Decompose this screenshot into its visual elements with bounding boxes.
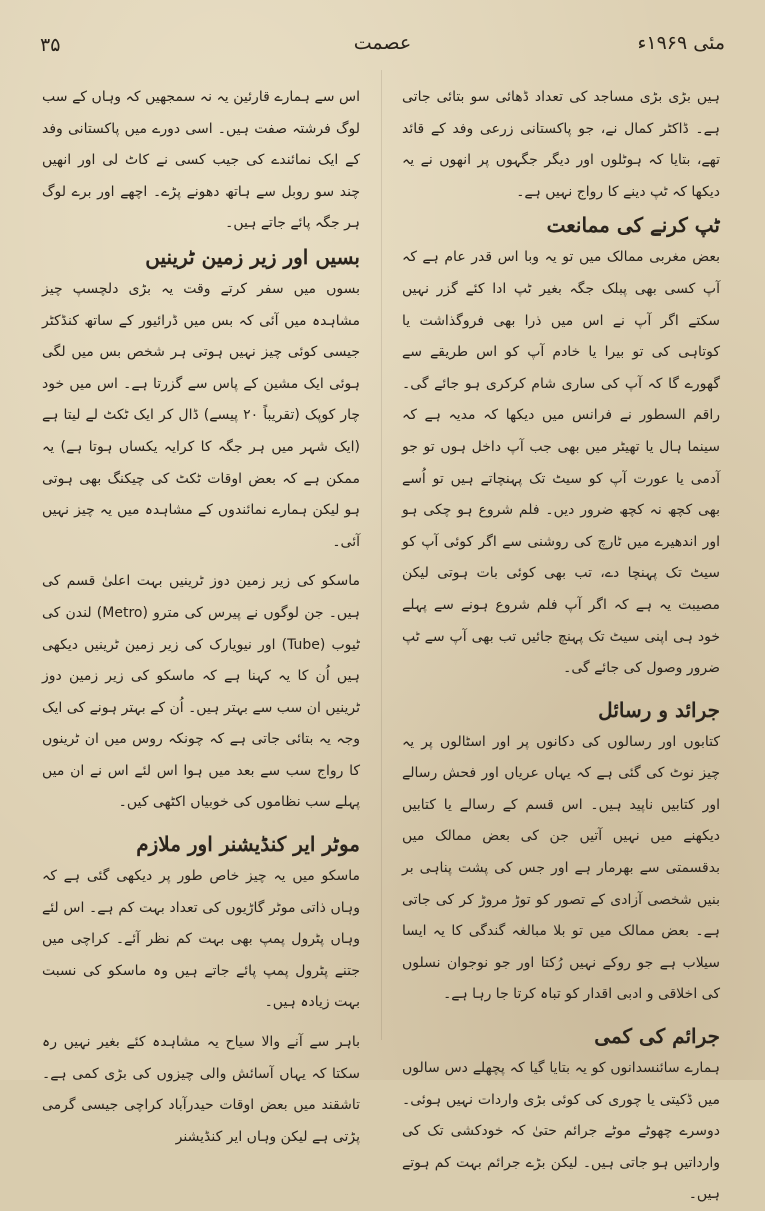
paragraph: کتابوں اور رسالوں کی دکانوں پر اور اسٹالوں پر یہ چیز نوٹ کی گئی ہے کہ یہاں عریاں اور فحش رسالے اور کتابیں ناپید ہیں۔ اس قسم کے رسالے یا کتابیں دیکھنے میں نہیں آتیں جن کی بعض ممالک میں بدقسمتی سے بھرمار ہے اور جس کی پشت پناہی بر بنیں شخصی آزادی کے تصور کو توڑ مروڑ کر کی جاتی ہے۔ بعض ممالک میں تو بلا مبالغہ گندگی کا یہ ایسا سیلاب ہے جو روکے نہیں رُکتا اور جو نوجوان نسلوں کی اخلاقی و ادبی اقدار کو تباہ کرتا جا رہا ہے۔	[402, 733, 720, 1003]
section-heading-buses: بسیں اور زیر زمین ٹرینیں	[145, 244, 360, 269]
paragraph: ماسکو میں یہ چیز خاص طور پر دیکھی گئی ہے کہ وہاں ذاتی موٹر گاڑیوں کی تعداد بہت کم ہے۔ اس لئے وہاں پٹرول پمپ بھی بہت کم نظر آئے۔ کراچی میں جتنے پٹرول پمپ پائے جاتے ہیں وہ ماسکو کی نسبت بہت زیادہ ہیں۔	[42, 868, 360, 1011]
section-heading-magazines: جرائد و رسائل	[598, 697, 720, 722]
page-number: ۳۵	[40, 34, 61, 56]
column-gutter	[381, 70, 382, 1040]
paragraph: ماسکو کی زیر زمین دوز ٹرینیں بہت اعلیٰ قسم کی ہیں۔ جن لوگوں نے پیرس کی مترو (Metro) لندن کی ٹیوب (Tube) اور نیویارک کی زیر زمین ٹرینیں دیکھی ہیں اُن کا یہ کہنا ہے کہ ماسکو کی زیر زمین دوز ٹرینیں ان سب سے بہتر ہیں۔ اُن کے بہتر ہونے کی ایک وجہ یہ بتائی جاتی ہے کہ چونکہ روس میں ان ٹرینوں کا رواج سب سے بعد میں ہوا اس لئے اس نے ان میں پہلے سب نظاموں کی خوبیاں اکٹھی کیں۔	[42, 573, 360, 811]
magazine-title: عصمت	[353, 32, 412, 54]
paragraph: اس سے ہمارے قارئین یہ نہ سمجھیں کہ وہاں کے سب لوگ فرشتہ صفت ہیں۔ اسی دورے میں پاکستانی وفد کے ایک نمائندے کی جیب کسی نے کاٹ لی اور انھیں چند سو روبل سے ہاتھ دھونے پڑے۔ اچھے اور برے لوگ ہر جگہ پائے جاتے ہیں۔	[42, 89, 360, 232]
section-heading-tipping: ٹپ کرنے کی ممانعت	[546, 213, 720, 238]
section-heading-crime: جرائم کی کمی	[594, 1024, 720, 1049]
right-column	[402, 82, 720, 1211]
paragraph: ہمارے سائنسدانوں کو یہ بتایا گیا کہ پچھلے دس سالوں میں ڈکیتی یا چوری کی کوئی بڑی واردات نہیں ہوئی۔ دوسرے چھوٹے موٹے جرائم حتیٰ کہ خودکشی تک کی وارداتیں ہو جاتی ہیں۔ لیکن بڑے جرائم بہت کم ہوتے ہیں۔	[402, 1060, 720, 1203]
page-header	[40, 30, 725, 60]
left-column	[42, 82, 360, 1153]
issue-date: مئی ۱۹۶۹ء	[637, 32, 725, 54]
paragraph: ہیں بڑی بڑی مساجد کی تعداد ڈھائی سو بتائی جاتی ہے۔ ڈاکٹر کمال نے، جو پاکستانی زرعی وفد کے قائد تھے، بتایا کہ ہوٹلوں اور دیگر جگہوں پر انھوں نے یہ دیکھا کہ ٹپ دینے کا رواج نہیں ہے۔	[402, 89, 720, 200]
paragraph: بعض مغربی ممالک میں تو یہ وبا اس قدر عام ہے کہ آپ کسی بھی پبلک جگہ بغیر ٹپ ادا کئے گزر نہیں سکتے اگر آپ نے اس میں ذرا بھی فروگذاشت یا کوتاہی کی تو بیرا یا خادم آپ کو اس طریقے سے گھورے گا کہ آپ کی ساری شام کرکری ہو جائے گی۔ راقم السطور نے فرانس میں دیکھا کہ مدیہ ہے کہ سینما ہال یا تھیٹر میں بھی جب آپ داخل ہوں تو جو آدمی یا عورت آپ کو سیٹ تک پہنچاتے ہیں تو اُسے بھی کچھ نہ کچھ ضرور دیں۔ فلم شروع ہو چکی ہو اور اندھیرے میں ٹارچ کی روشنی سے اگر کوئی آپ کو سیٹ تک پہنچا دے، تب بھی کوئی بات ہوتی لیکن مصیبت یہ ہے کہ اگر آپ فلم شروع ہونے سے پہلے خود ہی اپنی سیٹ تک پہنچ جائیں تب بھی آپ سے ٹپ ضرور وصول کی جائے گی۔	[402, 249, 720, 677]
paragraph: باہر سے آنے والا سیاح یہ مشاہدہ کئے بغیر نہیں رہ سکتا کہ یہاں آسائش والی چیزوں کی بڑی کمی ہے۔ تاشقند میں بعض اوقات حیدرآباد کراچی جیسی گرمی پڑتی ہے لیکن وہاں ایر کنڈیشنر	[42, 1034, 360, 1145]
paragraph: بسوں میں سفر کرتے وقت یہ بڑی دلچسپ چیز مشاہدہ میں آئی کہ بس میں ڈرائیور کے ساتھ کنڈکٹر جیسی کوئی چیز نہیں ہوتی ہر شخص بس میں لگی ہوئی ایک مشین کے پاس سے گزرتا ہے۔ اس میں خود چار کوپک (تقریباً ۲۰ پیسے) ڈال کر ایک ٹکٹ لے لیتا ہے (ایک شہر میں ہر جگہ کا کرایہ یکساں ہوتا ہے) یہ ممکن ہے کہ بعض اوقات ٹکٹ کی چیکنگ بھی ہوتی ہو لیکن ہمارے نمائندوں کے مشاہدہ میں یہ چیز نہیں آئی۔	[42, 280, 360, 550]
section-heading-cars: موٹر ایر کنڈیشنر اور ملازم	[136, 832, 360, 857]
